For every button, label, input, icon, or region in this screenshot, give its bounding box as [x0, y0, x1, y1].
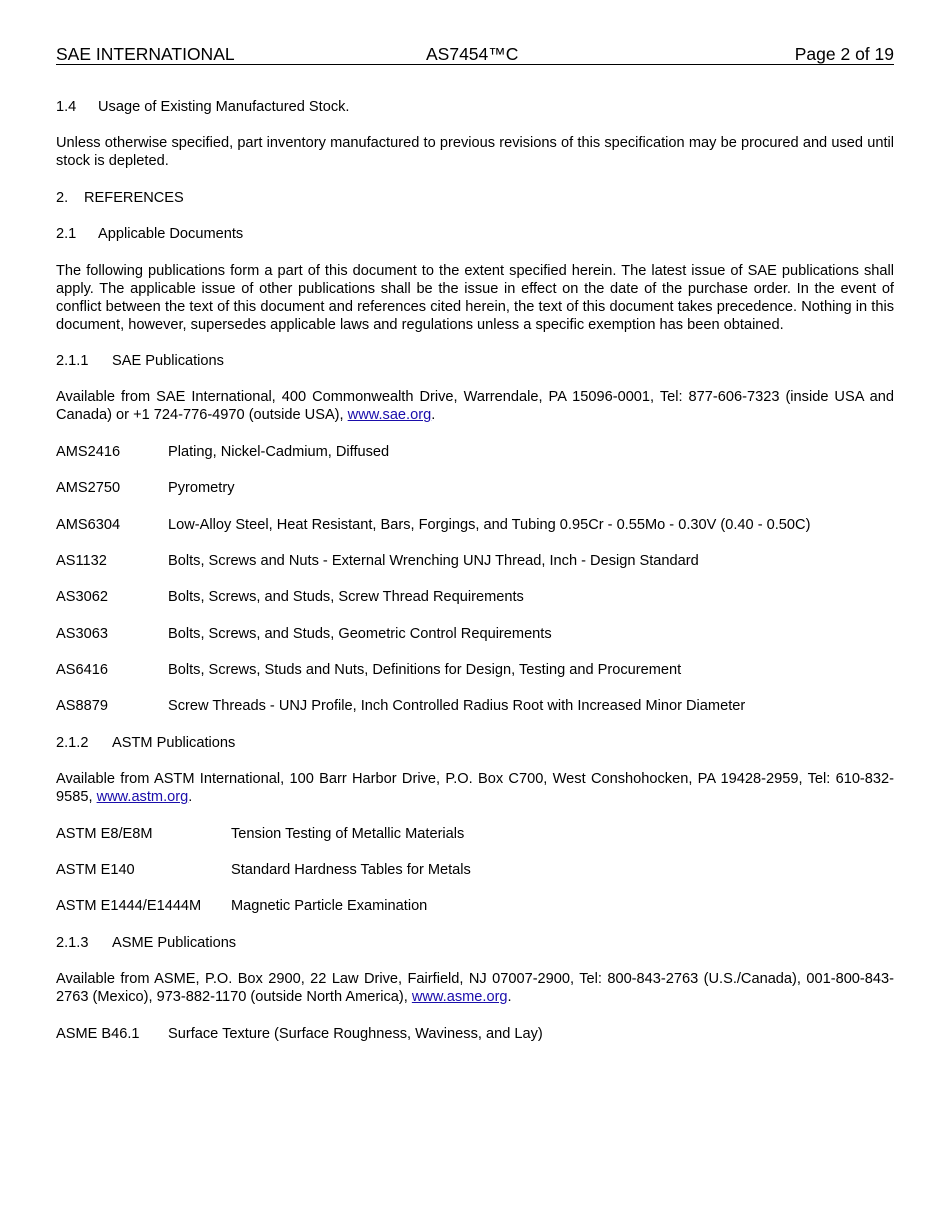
- sae-availability-text: Available from SAE International, 400 Commonwealth Drive, Warrendale, PA 15096-0001, Tel: 877-606-7323 (inside USA and Canada) or +1 724-776-4970 (outside USA),: [56, 389, 894, 424]
- reference-code: AS6416: [56, 662, 108, 679]
- reference-code: ASTM E1444/E1444M: [56, 898, 202, 915]
- reference-title: Low-Alloy Steel, Heat Resistant, Bars, Forgings, and Tubing 0.95Cr - 0.55Mo - 0.30V (0.40 - 0.50C): [168, 516, 811, 533]
- reference-entry: [56, 825, 894, 843]
- reference-entry: [56, 516, 894, 534]
- reference-code: ASME B46.1: [56, 1025, 140, 1042]
- reference-entry: [56, 443, 894, 461]
- reference-code: AMS6304: [56, 516, 121, 533]
- asme-availability-paragraph: [56, 970, 894, 1006]
- section-title: Usage of Existing Manufactured Stock.: [98, 99, 350, 115]
- reference-code: ASTM E140: [56, 862, 135, 879]
- asme-availability-text: Available from ASME, P.O. Box 2900, 22 Law Drive, Fairfield, NJ 07007-2900, Tel: 800-843-2763 (U.S./Canada), 001-800-843-2763 (Mexico), 973-882-1170 (outside North America),: [56, 971, 894, 1006]
- sentence-period: .: [507, 989, 512, 1006]
- section-number: 2.1.1: [56, 352, 89, 369]
- section-number: 1.4: [56, 99, 77, 115]
- section-heading-2-1-2: [56, 734, 894, 752]
- section-heading-2-1-3: [56, 934, 894, 952]
- reference-code: AS3063: [56, 625, 108, 642]
- reference-title: Bolts, Screws and Nuts - External Wrenching UNJ Thread, Inch - Design Standard: [168, 552, 699, 569]
- astm-availability-text: Available from ASTM International, 100 Barr Harbor Drive, P.O. Box C700, West Conshohocken, PA 19428-2959, Tel: 610-832-9585,: [56, 771, 894, 806]
- reference-title: Tension Testing of Metallic Materials: [231, 825, 465, 842]
- reference-entry: [56, 861, 894, 879]
- reference-entry: [56, 697, 894, 715]
- section-title: SAE Publications: [112, 352, 224, 369]
- header-organization: SAE INTERNATIONAL: [56, 44, 235, 64]
- reference-code: ASTM E8/E8M: [56, 825, 153, 842]
- reference-title: Standard Hardness Tables for Metals: [231, 862, 471, 879]
- section-number: 2.1: [56, 226, 77, 243]
- astm-availability-paragraph: [56, 770, 894, 806]
- reference-entry: [56, 897, 894, 915]
- section-title: ASME Publications: [112, 934, 237, 951]
- reference-title: Surface Texture (Surface Roughness, Waviness, and Lay): [168, 1025, 543, 1042]
- section-2-1-paragraph: The following publications form a part of this document to the extent specified herein. The latest issue of SAE publications shall apply. The applicable issue of other publications shall be the issue in effect on the date of the purchase order. In the event of conflict between the text of this document and references cited herein, the text of this document takes precedence. Nothing in this document, however, supersedes applicable laws and regulations unless a specific exemption has been obtained.: [56, 262, 894, 333]
- section-number: 2.1.2: [56, 734, 89, 751]
- section-heading-2: [56, 189, 894, 207]
- sentence-period: .: [188, 789, 193, 806]
- reference-code: AS8879: [56, 698, 108, 715]
- reference-entry: [56, 479, 894, 497]
- reference-code: AMS2416: [56, 443, 121, 460]
- section-heading-2-1: [56, 225, 894, 243]
- section-1-4-paragraph: Unless otherwise specified, part inventory manufactured to previous revisions of this specification may be procured and used until stock is depleted.: [56, 135, 894, 170]
- reference-title: Screw Threads - UNJ Profile, Inch Controlled Radius Root with Increased Minor Diameter: [168, 698, 746, 715]
- reference-entry: [56, 661, 894, 679]
- reference-title: Bolts, Screws, and Studs, Geometric Control Requirements: [168, 625, 552, 642]
- astm-website-link[interactable]: www.astm.org: [96, 789, 189, 806]
- section-title: ASTM Publications: [112, 734, 236, 751]
- section-number: 2.1.3: [56, 934, 89, 951]
- reference-code: AS1132: [56, 552, 107, 569]
- asme-website-link[interactable]: www.asme.org: [411, 989, 508, 1006]
- reference-code: AMS2750: [56, 480, 121, 497]
- document-body: [56, 98, 894, 1043]
- section-title: REFERENCES: [84, 189, 184, 206]
- section-title: Applicable Documents: [98, 226, 244, 243]
- sentence-period: .: [431, 407, 436, 424]
- reference-entry: [56, 625, 894, 643]
- reference-code: AS3062: [56, 589, 108, 606]
- page-header: [56, 44, 894, 65]
- reference-title: Bolts, Screws, Studs and Nuts, Definitions for Design, Testing and Procurement: [168, 662, 682, 679]
- reference-entry: [56, 1025, 894, 1043]
- header-document-number: AS7454™C: [426, 44, 519, 64]
- reference-entry: [56, 552, 894, 570]
- sae-website-link[interactable]: www.sae.org: [347, 407, 432, 424]
- section-heading-1-4: [56, 98, 894, 116]
- reference-title: Pyrometry: [168, 480, 235, 497]
- section-number: 2.: [56, 189, 69, 206]
- reference-title: Plating, Nickel-Cadmium, Diffused: [168, 443, 390, 460]
- sae-availability-paragraph: [56, 388, 894, 424]
- reference-title: Magnetic Particle Examination: [231, 898, 428, 915]
- header-page-number: Page 2 of 19: [794, 44, 894, 64]
- reference-title: Bolts, Screws, and Studs, Screw Thread Requirements: [168, 589, 524, 606]
- reference-entry: [56, 588, 894, 606]
- section-heading-2-1-1: [56, 352, 894, 370]
